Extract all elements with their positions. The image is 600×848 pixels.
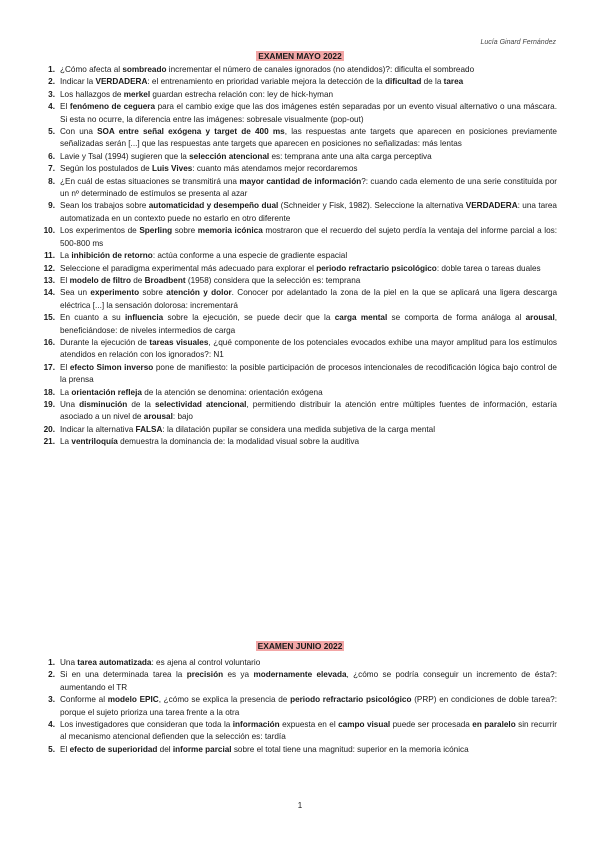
exam-may-question-item: 17. El efecto Simon inverso pone de manifiesto: la posible participación de procesos intencionales de recodificación lógica bajo control de la prensa [60, 362, 557, 387]
exam-may-question-item: 3. Los hallazgos de merkel guardan estrecha relación con: ley de hick-hyman [60, 89, 557, 101]
exam-june-title-text: EXAMEN JUNIO 2022 [257, 641, 343, 651]
exam-may-question-item: 12. Seleccione el paradigma experimental más adecuado para explorar el periodo refractario psicológico: doble tarea o tareas duales [60, 263, 557, 275]
exam-june-question-item: 2. Si en una determinada tarea la precisión es ya modernamente elevada, ¿cómo se podría conseguir un incremento de ésta?: aumentando el TR [60, 669, 557, 694]
exam-may-question-item: 21. La ventriloquía demuestra la dominancia de: la modalidad visual sobre la auditiva [60, 436, 557, 448]
exam-may-question-item: 6. Lavie y Tsal (1994) sugieren que la selección atencional es: temprana ante una alta carga perceptiva [60, 151, 557, 163]
exam-june-question-item: 5. El efecto de superioridad del informe parcial sobre el total tiene una magnitud: superior en la memoria icónica [60, 744, 557, 756]
exam-may-question-item: 8. ¿En cuál de estas situaciones se transmitirá una mayor cantidad de información?: cuando cada elemento de una serie constituida por un nº determinado de estímulos se presenta al azar [60, 176, 557, 201]
exam-may-question-item: 18. La orientación refleja de la atención se denomina: orientación exógena [60, 387, 557, 399]
exam-may-question-item: 10. Los experimentos de Sperling sobre memoria icónica mostraron que el recuerdo del sujeto perdía la ventaja del informe parcial a los: 500-800 ms [60, 225, 557, 250]
exam-june-question-item: 3. Conforme al modelo EPIC, ¿cómo se explica la presencia de periodo refractario psicológico (PRP) en condiciones de doble tarea?: porque el sujeto prioriza una tarea frente a la otra [60, 694, 557, 719]
exam-may-question-item: 7. Según los postulados de Luis Vives: cuanto más atendamos mejor recordaremos [60, 163, 557, 175]
exam-may-question-item: 14. Sea un experimento sobre atención y dolor. Conocer por adelantado la zona de la piel en la que se aplicará una ligera descarga eléctrica [...] la sensación dolorosa: incrementará [60, 287, 557, 312]
exam-may-question-item: 4. El fenómeno de ceguera para el cambio exige que las dos imágenes estén separadas por un evento visual alternativo o una máscara. Si esta no ocurre, la diferencia entre las imágenes: sobresale visualmente (pop-out) [60, 101, 557, 126]
author-name: Lucía Ginard Fernández [480, 39, 556, 46]
exam-may-question-item: 11. La inhibición de retorno: actúa conforme a una especie de gradiente espacial [60, 250, 557, 262]
exam-june-question-item: 1. Una tarea automatizada: es ajena al control voluntario [60, 657, 557, 669]
exam-june-question-item: 4. Los investigadores que consideran que toda la información expuesta en el campo visual puede ser procesada en paralelo sin recurrir al mecanismo atencional defienden que la selección es: tardía [60, 719, 557, 744]
exam-may-question-list [60, 64, 557, 449]
exam-may-question-item: 2. Indicar la VERDADERA: el entrenamiento en prioridad variable mejora la detección de la dificultad de la tarea [60, 76, 557, 88]
exam-may-question-item: 1. ¿Cómo afecta al sombreado incrementar el número de canales ignorados (no atendidos)?: dificulta el sombreado [60, 64, 557, 76]
exam-may-question-item: 16. Durante la ejecución de tareas visuales, ¿qué componente de los potenciales evocados exhibe una mayor amplitud para los estímulos atendidos en relación con los ignorados?: N1 [60, 337, 557, 362]
exam-may-question-item: 19. Una disminución de la selectividad atencional, permitiendo distribuir la atención entre múltiples fuentes de información, estaría asociado a un nivel de arousal: bajo [60, 399, 557, 424]
exam-may-title-text: EXAMEN MAYO 2022 [258, 51, 342, 61]
exam-may-title [0, 50, 600, 62]
exam-june-title [0, 640, 600, 652]
exam-may-question-item: 20. Indicar la alternativa FALSA: la dilatación pupilar se considera una medida subjetiva de la carga mental [60, 424, 557, 436]
exam-may-question-item: 15. En cuanto a su influencia sobre la ejecución, se puede decir que la carga mental se comporta de forma análoga al arousal, beneficiándose: de niveles intermedios de carga [60, 312, 557, 337]
exam-may-question-item: 13. El modelo de filtro de Broadbent (1958) considera que la selección es: temprana [60, 275, 557, 287]
exam-may-question-item: 5. Con una SOA entre señal exógena y target de 400 ms, las respuestas ante targets que aparecen en posiciones previamente señalizadas serán [...] que las respuestas ante targets que aparecen en posiciones no señalizadas: más lentas [60, 126, 557, 151]
page-number: 1 [297, 801, 303, 810]
exam-june-question-list [60, 657, 557, 756]
exam-may-question-item: 9. Sean los trabajos sobre automaticidad y desempeño dual (Schneider y Fisk, 1982). Seleccione la alternativa VERDADERA: una tarea automatizada en un contexto puede no estarlo en otro diferente [60, 200, 557, 225]
